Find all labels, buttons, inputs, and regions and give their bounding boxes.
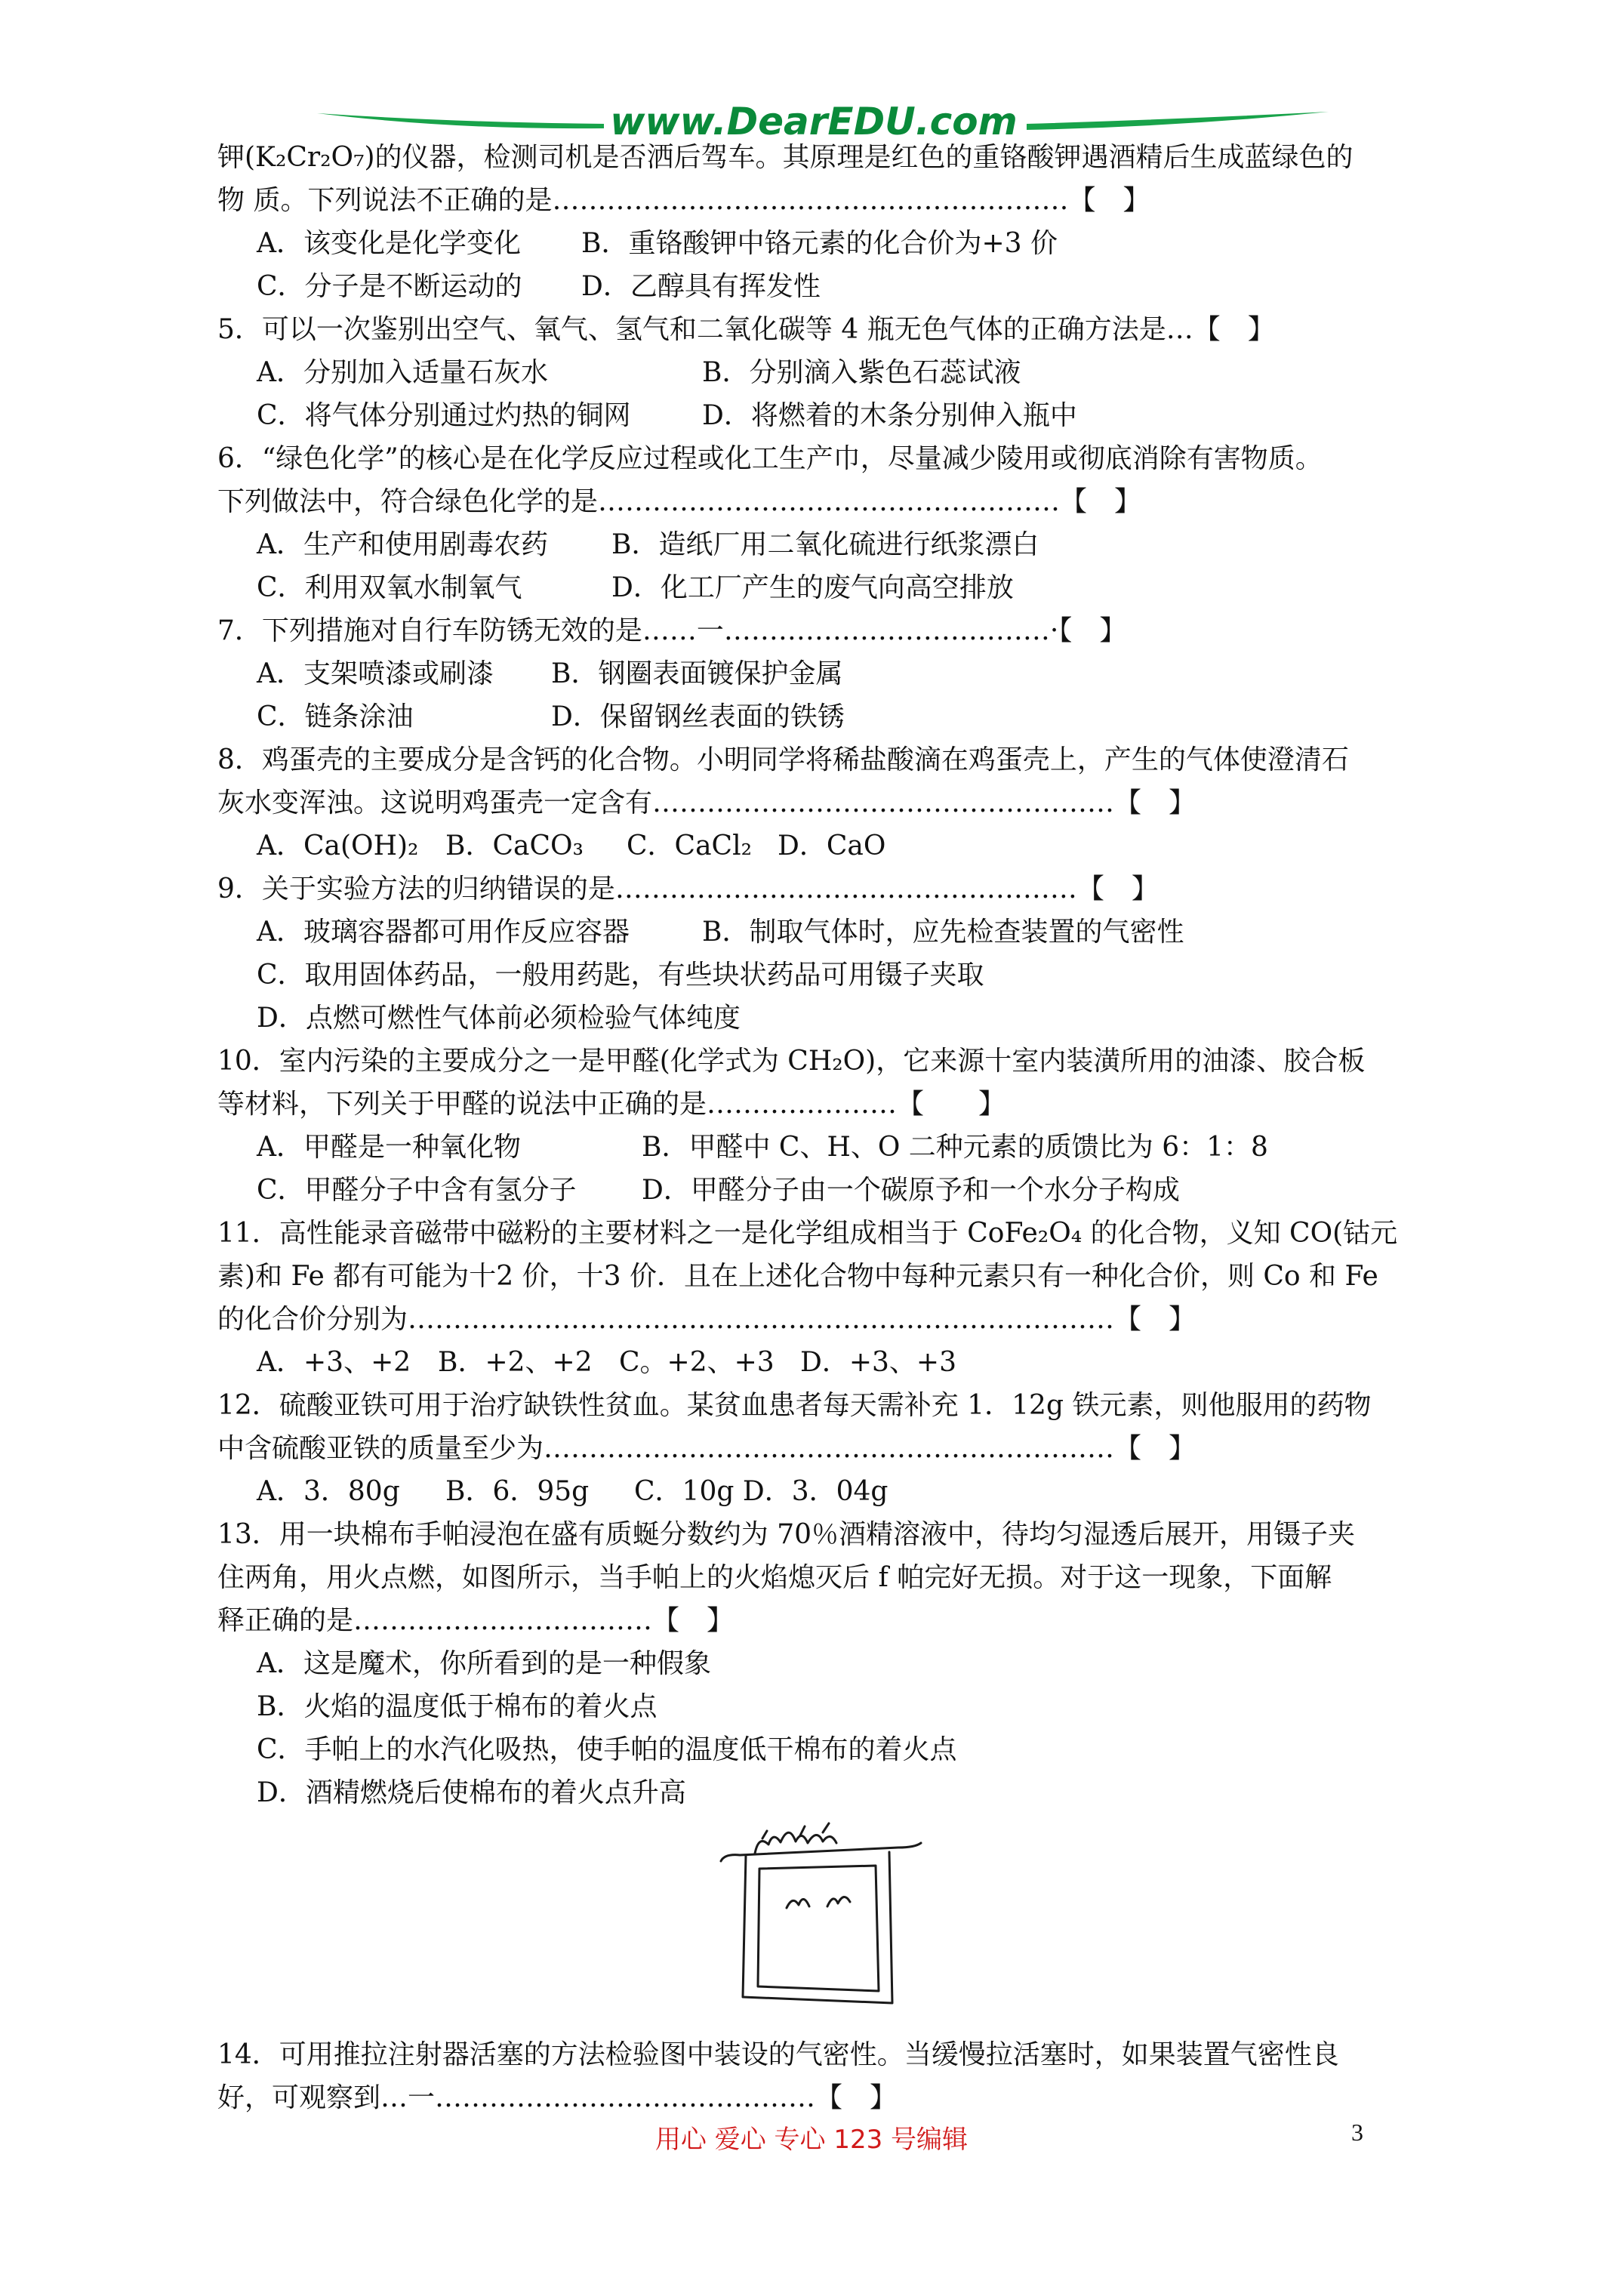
- q11-option-c: C。+2、+3: [619, 1347, 775, 1378]
- q6-option-c: C．利用双氧水制氧气: [257, 572, 522, 603]
- q13-option-b: B．火焰的温度低于棉布的着火点: [257, 1691, 658, 1722]
- q6-option-b: B．造纸厂用二氧化硫进行纸浆漂白: [611, 529, 1039, 560]
- q6-option-d: D．化工厂产生的废气向高空排放: [611, 572, 1014, 603]
- q4-option-b: B．重铬酸钾中铬元素的化合价为+3 价: [581, 228, 1058, 259]
- q10-option-d: D．甲醛分子由一个碳原予和一个水分子构成: [642, 1175, 1180, 1206]
- q10-option-b: B．甲醛中 C、H、O 二种元素的质馈比为 6：1：8: [642, 1132, 1268, 1163]
- q12-stem-line-2: 中含硫酸亚铁的质量至少为………………………………………………………【 】: [217, 1433, 1196, 1464]
- q12-option-b: B．6．95g: [445, 1476, 590, 1507]
- q13-option-c: C．手帕上的水汽化吸热，使手帕的温度低干棉布的着火点: [257, 1734, 957, 1765]
- q11-options: [217, 1341, 1418, 1384]
- handkerchief-inner-icon: [758, 1866, 879, 1991]
- q4-option-d: D．乙醇具有挥发性: [581, 271, 821, 302]
- q5-option-b: B．分别滴入紫色石蕊试液: [702, 357, 1021, 388]
- q5-option-c: C．将气体分别通过灼热的铜网: [257, 400, 631, 431]
- q12-option-cd: C．10g D．3．04g: [634, 1476, 888, 1507]
- q5-option-d: D．将燃着的木条分别伸入瓶中: [702, 400, 1077, 431]
- q10-stem-line-1: 10．室内污染的主要成分之一是甲醛(化学式为 CH₂O)，它来源十室内装潢所用的油漆、胶合板: [217, 1046, 1366, 1077]
- q9-option-a: A．玻璃容器都可用作反应容器: [257, 917, 630, 948]
- q4-option-c: C．分子是不断运动的: [257, 271, 522, 302]
- q8-options: [217, 824, 1418, 868]
- q9-stem: 9．关于实验方法的归纳错误的是……………………………………………【 】: [217, 874, 1159, 905]
- q5-stem: 5．可以一次鉴别出空气、氧气、氢气和二氧化碳等 4 瓶无色气体的正确方法是…【 】: [217, 314, 1275, 345]
- q9-option-b: B．制取气体时，应先检查装置的气密性: [702, 917, 1184, 948]
- q10-option-c: C．甲醛分子中含有氢分子: [257, 1175, 577, 1206]
- q8-stem-line-2: 灰水变浑浊。这说明鸡蛋壳一定含有……………………………………………【 】: [217, 787, 1196, 818]
- q12-option-a: A．3．80g: [257, 1476, 400, 1507]
- q7-options-ab: [217, 652, 1418, 695]
- q13-stem-line-2: 住两角，用火点燃，如图所示，当手帕上的火焰熄灭后 f 帕完好无损。对于这一现象，下面解: [217, 1562, 1332, 1593]
- q14-stem-line-1: 14．可用推拉注射器活塞的方法检验图中装设的气密性。当缓慢拉活塞时，如果装置气密性良: [217, 2039, 1339, 2070]
- q10-stem-line-2: 等材料，下列关于甲醛的说法中正确的是…………………【 】: [217, 1089, 1006, 1120]
- q13-option-d: D．酒精燃烧后使棉布的着火点升高: [257, 1777, 686, 1808]
- q6-stem-line-1: 6．“绿色化学”的核心是在化学反应过程或化工生产巾，尽量减少陵用或彻底消除有害物质。: [217, 443, 1323, 474]
- logo-swoosh-left-icon: [317, 113, 604, 128]
- tongs-rod-icon: [721, 1843, 921, 1861]
- q9-option-c: C．取用固体药品，一般用药匙，有些块状药品可用镊子夹取: [257, 960, 984, 991]
- q8-option-c: C．CaCl₂: [627, 831, 753, 861]
- q13-stem-line-1: 13．用一块棉布手帕浸泡在盛有质蜒分数约为 70％酒精溶液中，待均匀湿透后展开，用镊子夹: [217, 1519, 1356, 1550]
- q8-option-d: D．CaO: [778, 831, 886, 861]
- logo-swoosh-right-icon: [1027, 112, 1329, 130]
- q11-stem-line-3: 的化合价分别为……………………………………………………………………【 】: [217, 1304, 1196, 1335]
- footer-text: 用心 爱心 专心 123 号编辑: [654, 2125, 969, 2155]
- q9-option-d: D．点燃可燃性气体前必须检验气体纯度: [257, 1003, 741, 1034]
- q6-options-ab: [217, 523, 1418, 566]
- q4-options-ab: [217, 222, 1418, 265]
- q9-options-ab: [217, 911, 1418, 954]
- q7-options-cd: [217, 695, 1418, 738]
- q4-continued-line-1: 钾(K₂Cr₂O₇)的仪器，检测司机是否洒后驾车。其原理是红色的重铬酸钾遇酒精后生成蓝绿色的: [217, 142, 1354, 173]
- q13-stem-line-3: 释正确的是……………………………【 】: [217, 1605, 735, 1636]
- q14-stem-line-2: 好，可观察到…一……………………………………【 】: [217, 2082, 898, 2113]
- q6-options-cd: [217, 566, 1418, 609]
- q6-stem-line-2: 下列做法中，符合绿色化学的是……………………………………………【 】: [217, 486, 1142, 517]
- q7-option-a: A．支架喷漆或刷漆: [257, 658, 494, 689]
- logo-text: www.DearEDU.com: [610, 100, 1018, 143]
- q8-option-a: A．Ca(OH)₂: [257, 831, 419, 861]
- q4-options-cd: [217, 265, 1418, 308]
- q5-options-ab: [217, 351, 1418, 394]
- q6-option-a: A．生产和使用剧毒农药: [257, 529, 548, 560]
- q7-option-b: B．钢圈表面镀保护金属: [551, 658, 843, 689]
- q4-continued-line-2: 物 质。下列说法不正确的是…………………………………………………【 】: [217, 185, 1150, 216]
- q5-options-cd: [217, 394, 1418, 437]
- header-logo: [0, 0, 1623, 151]
- q7-stem: 7．下列措施对自行车防锈无效的是……一………………………………·【 】: [217, 615, 1127, 646]
- q7-option-d: D．保留钢丝表面的铁锈: [551, 701, 845, 732]
- q11-stem-line-2: 素)和 Fe 都有可能为十2 价，十3 价．且在上述化合物中每种元素只有一种化合价，则 Co 和 Fe: [217, 1261, 1378, 1292]
- q10-option-a: A．甲醛是一种氧化物: [257, 1132, 521, 1163]
- q5-option-a: A．分别加入适量石灰水: [257, 357, 548, 388]
- q8-option-b: B．CaCO₃: [445, 831, 584, 861]
- q8-stem-line-1: 8．鸡蛋壳的主要成分是含钙的化合物。小明同学将稀盐酸滴在鸡蛋壳上，产生的气体使澄清石: [217, 744, 1349, 775]
- q12-stem-line-1: 12．硫酸亚铁可用于治疗缺铁性贫血。某贫血患者每天需补充 1．12g 铁元素，则他服用的药物: [217, 1390, 1372, 1421]
- q4-option-a: A．该变化是化学变化: [257, 228, 521, 259]
- q11-option-a: A．+3、+2: [257, 1347, 411, 1378]
- page-number: 3: [1351, 2119, 1363, 2146]
- q11-option-b: B．+2、+2: [438, 1347, 593, 1378]
- q11-stem-line-1: 11．高性能录音磁带中磁粉的主要材料之一是化学组成相当于 CoFe₂O₄ 的化合物，义知 CO(钴元: [217, 1218, 1398, 1249]
- q12-options: [217, 1470, 1418, 1513]
- q13-option-a: A．这是魔术，你所看到的是一种假象: [257, 1648, 711, 1679]
- handkerchief-outer-icon: [743, 1852, 892, 2003]
- q7-option-c: C．链条涂油: [257, 701, 414, 732]
- q11-option-d: D．+3、+3: [800, 1347, 957, 1378]
- q10-options-cd: [217, 1169, 1418, 1212]
- burning-handkerchief-figure: [717, 1808, 929, 2012]
- q10-options-ab: [217, 1126, 1418, 1169]
